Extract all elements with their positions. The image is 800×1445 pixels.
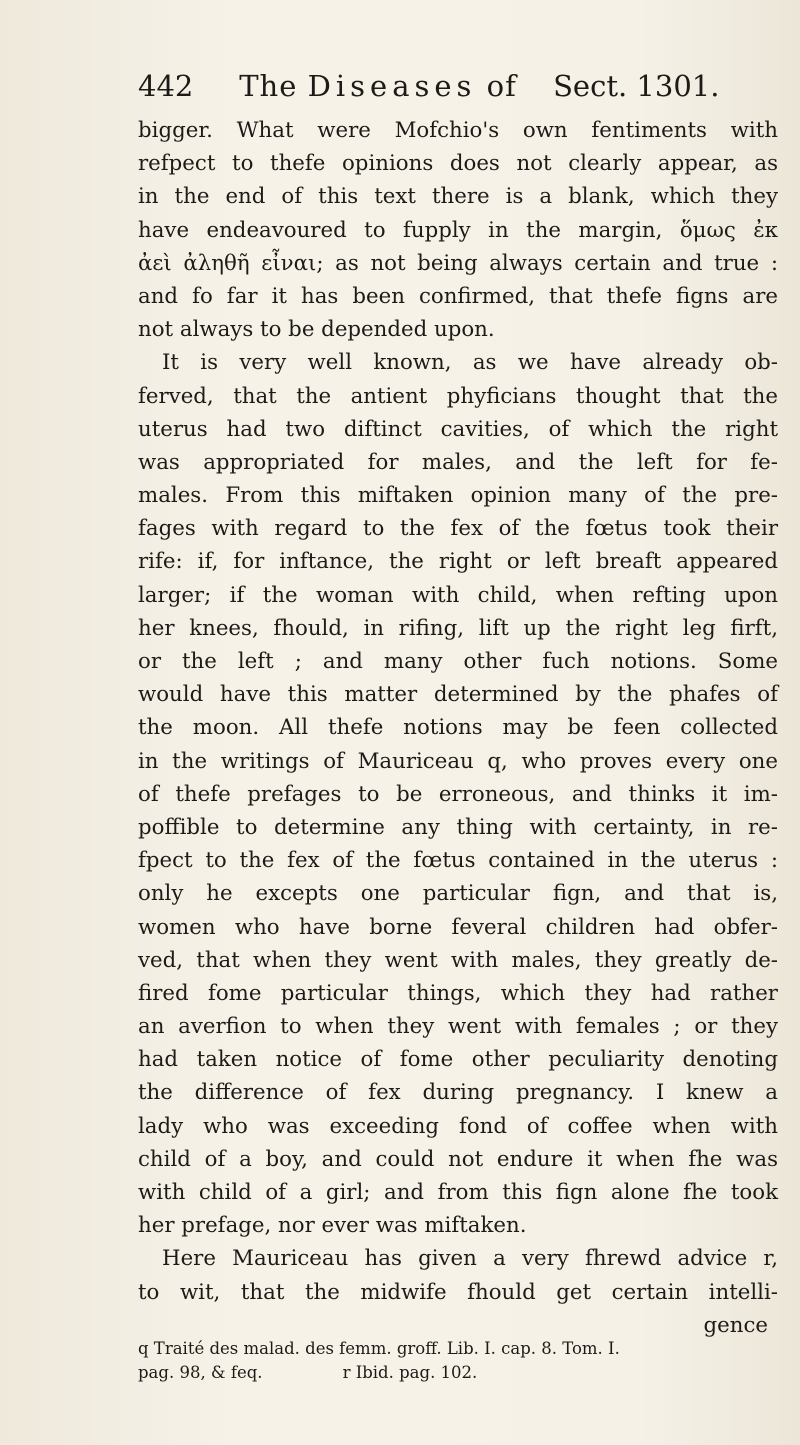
text-line: bigger. What were Mofchio's own fentiments with (138, 118, 778, 143)
text-line: her prefage, nor ever was miftaken. (138, 1213, 527, 1239)
text-line: was appropriated for males, and the left for fe- (138, 449, 778, 475)
text-line: ved, that when they went with males, they greatly de- (138, 947, 778, 973)
text-line: fpect to the fex of the fœtus contained in the uterus : (138, 848, 778, 874)
section-number: Sect. 1301. (553, 69, 720, 103)
running-title (239, 69, 527, 103)
page-number: 442 (138, 69, 194, 103)
text-line: It is very well known, as we have already ob- (162, 350, 778, 376)
footnote-line-2 (138, 1361, 778, 1385)
text-line: lady who was exceeding fond of coffee when with (138, 1113, 778, 1139)
text-line: have endeavoured to fupply in the margin, ὅμως ἐκ (138, 217, 778, 243)
text-line: had taken notice of fome other peculiarity denoting (138, 1047, 778, 1073)
text-line: would have this matter determined by the phafes of (138, 682, 778, 708)
body-text (138, 114, 778, 1342)
text-line: ferved, that the antient phyficians thought that the (138, 383, 778, 409)
text-line: only he excepts one particular fign, and that is, (138, 881, 778, 907)
text-line: refpect to thefe opinions does not clearly appear, as (138, 151, 778, 177)
text-line: Here Mauriceau has given a very fhrewd advice r, (162, 1246, 778, 1272)
footnote-q-continued: pag. 98, & feq. (138, 1363, 263, 1382)
text-line: the difference of fex during pregnancy. I knew a (138, 1080, 778, 1106)
text-line: in the writings of Mauriceau q, who proves every one (138, 748, 778, 774)
text-line: uterus had two diftinct cavities, of which the right (138, 416, 778, 442)
text-line: to wit, that the midwife fhould get certain intelli- (138, 1279, 778, 1305)
footnote-r: r Ibid. pag. 102. (342, 1363, 478, 1382)
text-line: poffible to determine any thing with certainty, in re- (138, 814, 778, 840)
text-line: with child of a girl; and from this fign alone fhe took (138, 1180, 778, 1205)
text-line: an averfion to when they went with females ; or they (138, 1014, 778, 1040)
footnotes (138, 1337, 778, 1385)
catchword: gence (703, 1312, 768, 1338)
running-header (138, 66, 778, 106)
text-line: of thefe prefages to be erroneous, and thinks it im- (138, 781, 778, 807)
footnote-q: q Traité des malad. des femm. groff. Lib. I. cap. 8. Tom. I. (138, 1339, 620, 1358)
text-line: rife: if, for inftance, the right or left breaft appeared (138, 549, 778, 575)
title-lead: The (239, 69, 298, 103)
text-line: larger; if the woman with child, when refting upon (138, 582, 778, 608)
text-line: in the end of this text there is a blank, which they (138, 184, 778, 210)
text-line: not always to be depended upon. (138, 317, 495, 343)
text-line: women who have borne feveral children had obfer- (138, 914, 778, 940)
text-line: fired fome particular things, which they had rather (138, 980, 778, 1006)
text-line: males. From this miftaken opinion many of the pre- (138, 483, 778, 509)
title-tail: of (486, 69, 517, 103)
text-line: child of a boy, and could not endure it when fhe was (138, 1146, 778, 1172)
text-line: or the left ; and many other fuch notions. Some (138, 649, 778, 674)
text-line: and fo far it has been confirmed, that thefe figns are (138, 283, 778, 309)
text-line: the moon. All thefe notions may be feen collected (138, 715, 778, 741)
text-line: ἀεὶ ἀληθῆ εἶναι; as not being always certain and true : (138, 250, 778, 276)
text-line: fages with regard to the fex of the fœtus took their (138, 516, 778, 542)
title-caps: Diseases (307, 69, 477, 103)
text-line: her knees, fhould, in rifing, lift up the right leg firft, (138, 615, 778, 641)
